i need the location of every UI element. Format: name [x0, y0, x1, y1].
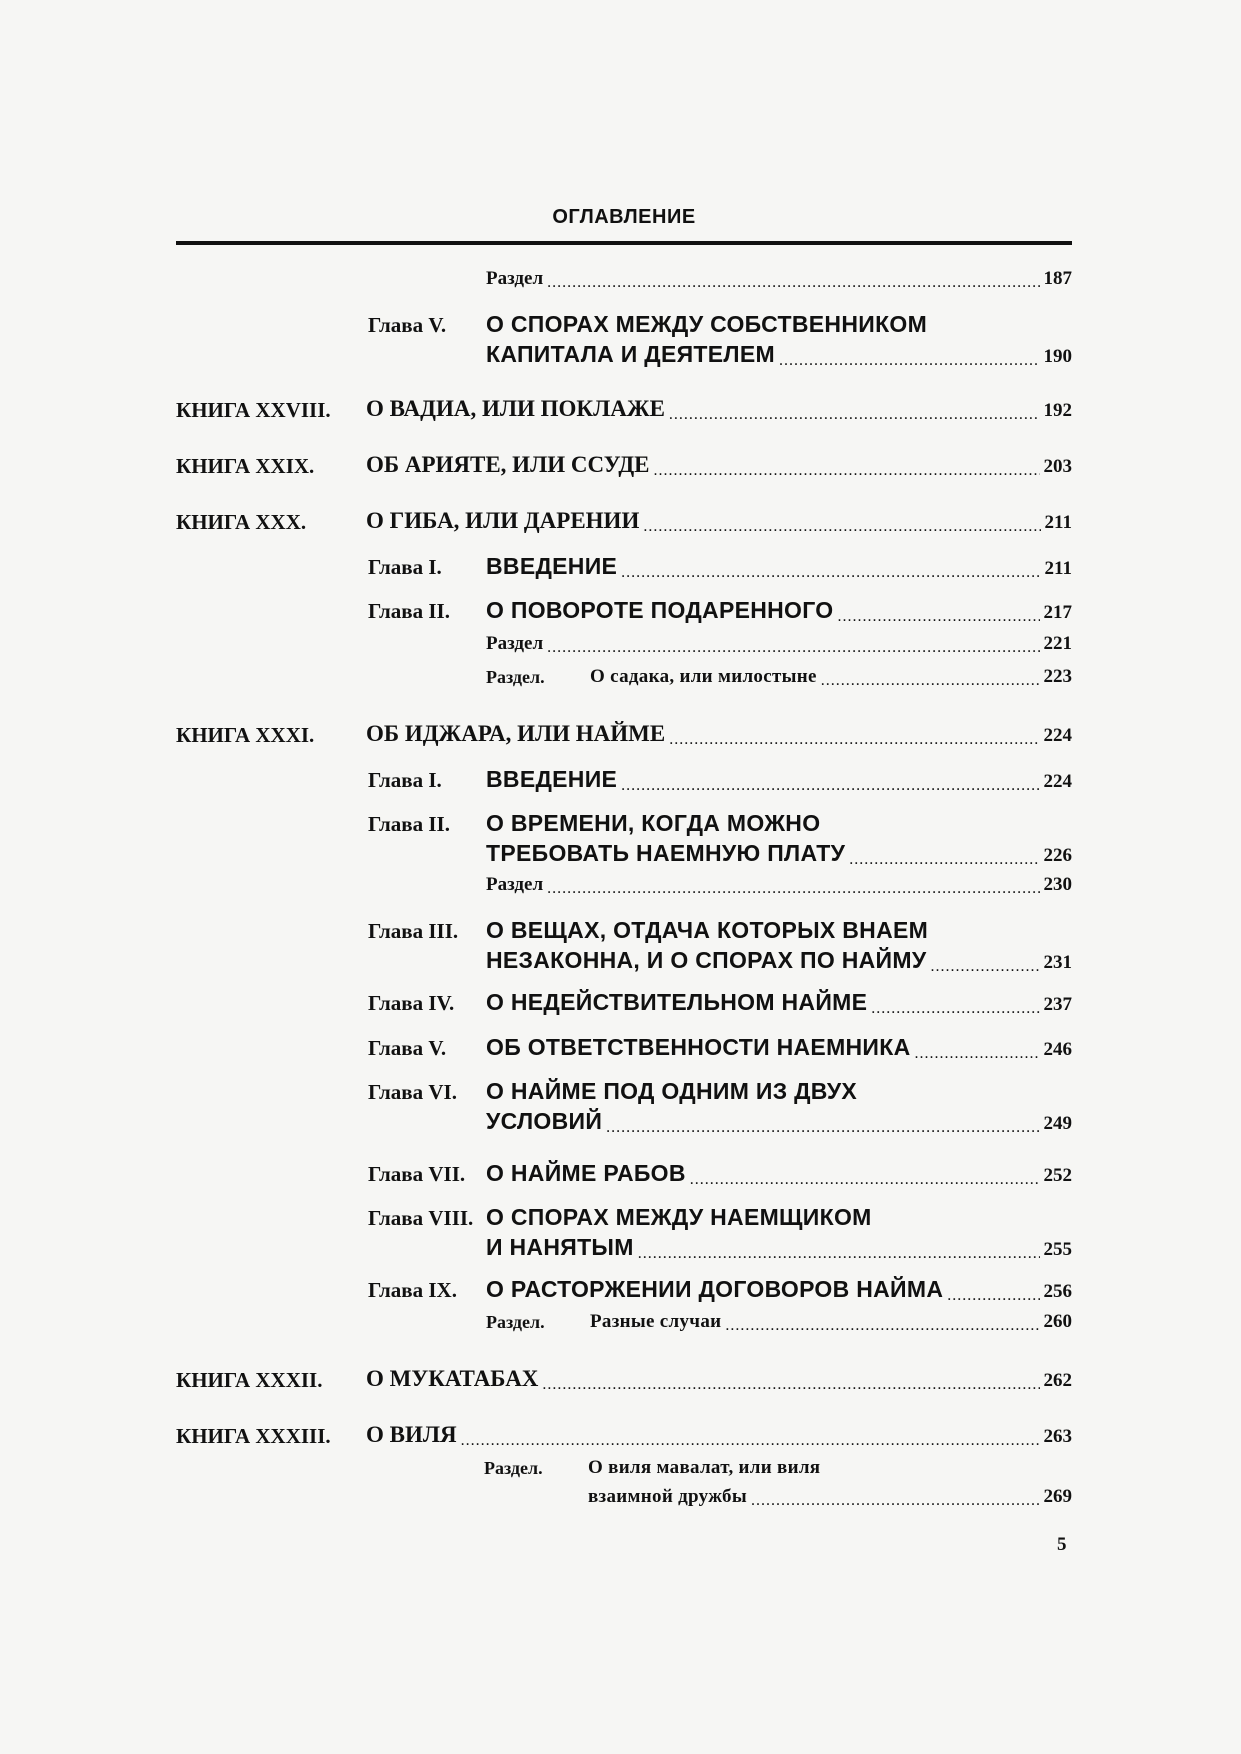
entry-page: 187 — [1043, 268, 1072, 289]
entry-title: О РАСТОРЖЕНИИ ДОГОВОРОВ НАЙМА — [486, 1276, 944, 1302]
leader-dots — [915, 1045, 1040, 1061]
chapter-label: Глава I. — [368, 555, 442, 579]
toc-entry — [486, 1034, 1072, 1061]
entry-page: 211 — [1044, 558, 1072, 579]
leader-dots — [643, 518, 1040, 534]
toc-entry — [366, 508, 1072, 534]
chapter-label: Глава VI. — [368, 1080, 457, 1104]
book-label: КНИГА XXXI. — [176, 723, 315, 747]
leader-dots — [669, 406, 1040, 422]
leader-dots — [654, 462, 1040, 478]
book-label: КНИГА XXVIII. — [176, 398, 331, 422]
chapter-label: Глава VIII. — [368, 1206, 474, 1230]
entry-page: 190 — [1043, 346, 1072, 367]
entry-page: 260 — [1043, 1311, 1072, 1332]
toc-entry — [486, 268, 1072, 290]
chapter-label: Глава I. — [368, 768, 442, 792]
book-label: КНИГА XXXIII. — [176, 1424, 331, 1448]
entry-title: ТРЕБОВАТЬ НАЕМНУЮ ПЛАТУ — [486, 840, 846, 866]
entry-page: 263 — [1043, 1426, 1072, 1447]
toc-entry — [366, 1366, 1072, 1392]
entry-title: О ПОВОРОТЕ ПОДАРЕННОГО — [486, 597, 834, 623]
chapter-label: Глава IX. — [368, 1278, 457, 1302]
entry-title: О НЕДЕЙСТВИТЕЛЬНОМ НАЙМЕ — [486, 989, 868, 1015]
leader-dots — [849, 851, 1039, 867]
entry-page: 231 — [1043, 952, 1072, 973]
entry-title: О ВЕЩАХ, ОТДАЧА КОТОРЫХ ВНАЕМ — [486, 917, 929, 943]
entry-label: Раздел — [486, 874, 544, 895]
entry-page: 249 — [1043, 1113, 1072, 1134]
entry-page: 217 — [1043, 602, 1072, 623]
toc-entry — [486, 840, 1072, 867]
entry-page: 226 — [1043, 845, 1072, 866]
entry-title: НЕЗАКОННА, И О СПОРАХ ПО НАЙМУ — [486, 947, 927, 973]
entry-title: О виля мавалат, или виля — [588, 1457, 821, 1478]
entry-label: Раздел. — [486, 667, 545, 687]
entry-title: И НАНЯТЫМ — [486, 1234, 634, 1260]
toc-entry — [486, 341, 1072, 368]
toc-entry — [366, 452, 1072, 478]
leader-dots — [547, 639, 1039, 655]
leader-dots — [542, 1376, 1039, 1392]
entry-page: 224 — [1043, 771, 1072, 792]
toc-entry — [366, 1422, 1072, 1448]
toc-entry — [486, 874, 1072, 896]
entry-title: О МУКАТАБАХ — [366, 1366, 539, 1391]
leader-dots — [690, 1171, 1040, 1187]
toc-entry — [590, 666, 1072, 688]
entry-page: 252 — [1043, 1165, 1072, 1186]
leader-dots — [821, 672, 1040, 688]
entry-page: 211 — [1044, 512, 1072, 533]
entry-label: Раздел. — [486, 1312, 545, 1332]
page-title: ОГЛАВЛЕНИЕ — [552, 206, 696, 228]
leader-dots — [547, 880, 1039, 896]
leader-dots — [837, 608, 1039, 624]
leader-dots — [621, 564, 1040, 580]
chapter-label: Глава VII. — [368, 1162, 466, 1186]
book-label: КНИГА XXXII. — [176, 1368, 323, 1392]
leader-dots — [751, 1492, 1040, 1508]
entry-page: 223 — [1043, 666, 1072, 687]
toc-entry — [486, 1276, 1072, 1303]
chapter-label: Глава V. — [368, 1036, 447, 1060]
leader-dots — [638, 1245, 1040, 1261]
entry-page: 192 — [1043, 400, 1072, 421]
leader-dots — [871, 1000, 1039, 1016]
entry-title: ОБ ОТВЕТСТВЕННОСТИ НАЕМНИКА — [486, 1034, 911, 1060]
toc-entry — [366, 721, 1072, 747]
entry-title: ВВЕДЕНИЕ — [486, 553, 618, 579]
chapter-label: Глава V. — [368, 313, 447, 337]
leader-dots — [547, 274, 1039, 290]
entry-label: Раздел. — [484, 1458, 543, 1478]
entry-title: О СПОРАХ МЕЖДУ СОБСТВЕННИКОМ — [486, 311, 928, 337]
entry-page: 221 — [1043, 633, 1072, 654]
entry-title: О ГИБА, ИЛИ ДАРЕНИИ — [366, 508, 640, 533]
leader-dots — [606, 1119, 1039, 1135]
entry-title: О ВАДИА, ИЛИ ПОКЛАЖЕ — [366, 396, 665, 421]
entry-page: 230 — [1043, 874, 1072, 895]
entry-page: 246 — [1043, 1039, 1072, 1060]
toc-entry — [486, 597, 1072, 624]
chapter-label: Глава IV. — [368, 991, 455, 1015]
toc-entry — [588, 1486, 1072, 1508]
toc-entry — [486, 1108, 1072, 1135]
chapter-label: Глава III. — [368, 919, 459, 943]
entry-title: О садака, или милостыне — [590, 666, 817, 687]
toc-entry — [486, 989, 1072, 1016]
entry-title: О НАЙМЕ РАБОВ — [486, 1160, 686, 1186]
leader-dots — [725, 1317, 1039, 1333]
entry-title: ОБ ИДЖАРА, ИЛИ НАЙМЕ — [366, 721, 666, 746]
entry-title: взаимной дружбы — [588, 1486, 747, 1507]
toc-entry — [486, 947, 1072, 974]
entry-title: ОБ АРИЯТЕ, ИЛИ ССУДЕ — [366, 452, 650, 477]
entry-page: 262 — [1043, 1370, 1072, 1391]
leader-dots — [669, 731, 1039, 747]
page-number: 5 — [1057, 1534, 1067, 1555]
entry-page: 255 — [1043, 1239, 1072, 1260]
leader-dots — [621, 777, 1039, 793]
entry-title: КАПИТАЛА И ДЕЯТЕЛЕМ — [486, 341, 775, 367]
entry-page: 224 — [1043, 725, 1072, 746]
entry-page: 203 — [1043, 456, 1072, 477]
toc-entry — [486, 1160, 1072, 1187]
book-label: КНИГА XXX. — [176, 510, 307, 534]
entry-title: О ВРЕМЕНИ, КОГДА МОЖНО — [486, 810, 821, 836]
chapter-label: Глава II. — [368, 599, 450, 623]
toc-entry — [366, 396, 1072, 422]
chapter-label: Глава II. — [368, 812, 450, 836]
leader-dots — [930, 958, 1039, 974]
toc-entry — [590, 1311, 1072, 1333]
entry-page: 256 — [1043, 1281, 1072, 1302]
header-rule — [176, 241, 1072, 245]
toc-entry — [486, 633, 1072, 655]
entry-title: О СПОРАХ МЕЖДУ НАЕМЩИКОМ — [486, 1204, 872, 1230]
leader-dots — [947, 1287, 1039, 1303]
toc-entry — [486, 553, 1072, 580]
toc-entry — [486, 1234, 1072, 1261]
leader-dots — [461, 1432, 1040, 1448]
entry-page: 237 — [1043, 994, 1072, 1015]
entry-title: УСЛОВИЙ — [486, 1108, 603, 1134]
toc-entry — [486, 766, 1072, 793]
book-label: КНИГА XXIX. — [176, 454, 315, 478]
entry-title: Разные случаи — [590, 1311, 722, 1332]
entry-title: О ВИЛЯ — [366, 1422, 457, 1447]
entry-title: ВВЕДЕНИЕ — [486, 766, 618, 792]
entry-page: 269 — [1043, 1486, 1072, 1507]
entry-label: Раздел — [486, 268, 544, 289]
entry-title: О НАЙМЕ ПОД ОДНИМ ИЗ ДВУХ — [486, 1078, 858, 1104]
entry-label: Раздел — [486, 633, 544, 654]
leader-dots — [779, 352, 1040, 368]
